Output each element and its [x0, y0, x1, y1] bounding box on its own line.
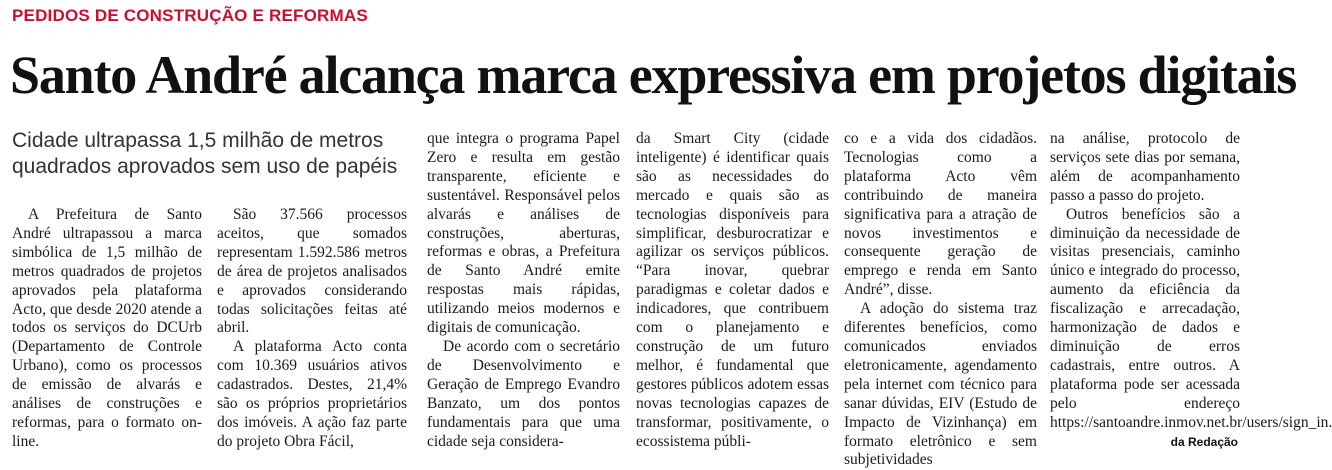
article-column-1: [12, 206, 202, 452]
byline-credit: da Redação: [1170, 435, 1238, 449]
article-subhead: Cidade ultrapassa 1,5 milhão de metros quadrados aprovados sem uso de papéis: [12, 129, 398, 178]
section-kicker: PEDIDOS DE CONSTRUÇÃO E REFORMAS: [12, 6, 368, 25]
article-column-3: [427, 130, 620, 451]
article-headline: Santo André alcança marca expressiva em projetos digitais: [10, 45, 1297, 105]
paragraph: São 37.566 processos aceitos, que somados representam 1.592.586 metros de área de projetos analisados e aprovados considerando todas solicitações feitas até abril.: [217, 206, 407, 337]
paragraph: da Smart City (cidade inteligente) é identificar quais são as necessidades do mercado e quais são as tecnologias disponíveis para simplificar, desburocratizar e agilizar os serviços públicos. “Para inovar, quebrar paradigmas e coletar dados e indicadores, que contribuem com o planejamento e construção de um futuro melhor, é fundamental que gestores públicos adotem essas novas tecnologias capazes de transformar, positivamente, o ecossistema públi-: [636, 130, 829, 450]
paragraph: A Prefeitura de Santo André ultrapassou a marca simbólica de 1,5 milhão de metros quadrados de projetos aprovados pela plataforma Acto, que desde 2020 atende a todos os serviços do DCUrb (Departamento de Controle Urbano), como os processos de emissão de alvarás e análises de construções e reformas, para o formato on-line.: [12, 206, 202, 450]
paragraph: A adoção do sistema traz diferentes benefícios, como comunicados enviados eletronicamente, agendamento pela internet com técnico para sanar dúvidas, EIV (Estudo de Impacto de Vizinhança) em formato eletrônico e sem subjetividades: [844, 300, 1037, 469]
article-column-5: [844, 130, 1037, 470]
article-column-6: [1050, 130, 1332, 433]
paragraph: co e a vida dos cidadãos. Tecnologias como a plataforma Acto vêm contribuindo de maneira significativa para a atração de novos investimentos e consequente geração de emprego e renda em Santo André”, disse.: [844, 130, 1037, 299]
article-column-2: [217, 206, 407, 452]
paragraph: que integra o programa Papel Zero e resulta em gestão transparente, eficiente e sustentável. Responsável pelos alvarás e análises de construções, aberturas, reformas e obras, a Prefeitura de Santo André emite respostas mais rápidas, utilizando meios modernos e digitais de comunicação.: [427, 130, 620, 337]
article-column-4: [636, 130, 829, 451]
paragraph: A plataforma Acto conta com 10.369 usuários ativos cadastrados. Destes, 21,4% são os próprios proprietários dos imóveis. A ação faz parte do projeto Obra Fácil,: [217, 338, 407, 450]
paragraph: na análise, protocolo de serviços sete dias por semana, além de acompanhamento passo a passo do projeto.: [1050, 130, 1240, 204]
paragraph: De acordo com o secretário de Desenvolvimento e Geração de Emprego Evandro Banzato, um dos pontos fundamentais para que uma cidade seja considera-: [427, 337, 620, 450]
paragraph: Outros benefícios são a diminuição da necessidade de visitas presenciais, caminho único e integrado do processo, aumento da eficiência da fiscalização e arrecadação, harmonização de dados e diminuição de erros cadastrais, entre outros. A plataforma pode ser acessada pelo endereço https://santoandre.inmov.net.br/users/sign_in.: [1050, 205, 1332, 431]
